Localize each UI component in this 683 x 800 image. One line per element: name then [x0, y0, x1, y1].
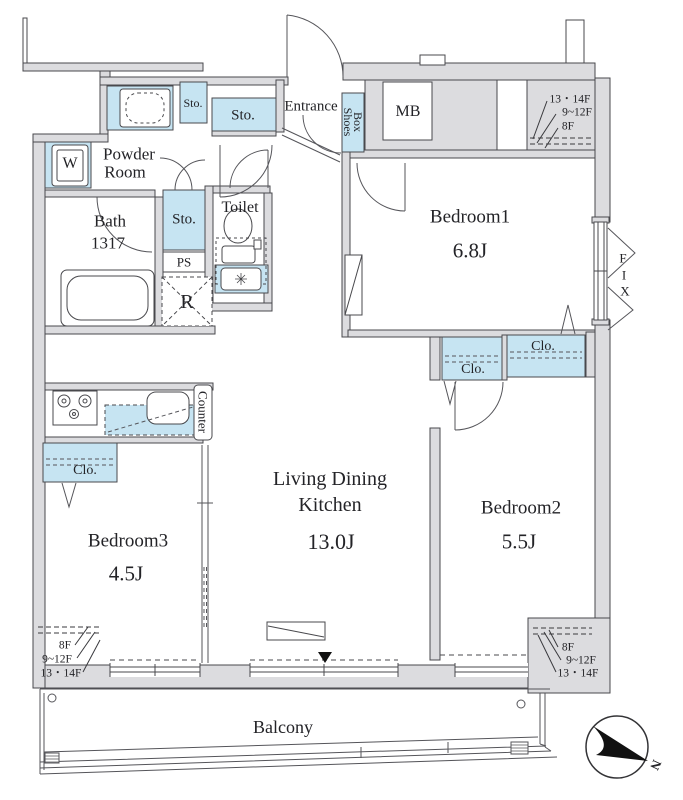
label-storage-small: Sto. [183, 96, 203, 110]
label-meter-box: MB [395, 103, 421, 120]
compass [586, 716, 648, 778]
label-washer: W [62, 155, 78, 172]
label-storage-wide: Sto. [231, 107, 255, 124]
label-closet-bedroom1: Clo. [531, 339, 555, 354]
bedroom2-door [455, 382, 503, 430]
label-closet-bedroom3: Clo. [73, 463, 97, 478]
label-bedroom2-size: 5.5J [501, 529, 537, 554]
label-compass-north: N [647, 757, 665, 773]
label-entrance: Entrance [284, 98, 338, 115]
annotation-bottom-right: 9~12F [566, 654, 596, 667]
label-pipe-space: PS [176, 254, 192, 270]
entry-triangle-marker [318, 652, 332, 663]
label-bath: Bath [93, 211, 127, 231]
label-balcony: Balcony [253, 717, 313, 737]
label-bedroom3-size: 4.5J [108, 561, 144, 586]
label-bedroom2: Bedroom2 [480, 497, 562, 519]
label-ldk: Kitchen [298, 494, 362, 516]
annotation-bottom-left: 13・14F [40, 667, 82, 680]
vanity-sink [120, 89, 170, 127]
annotation-bottom-right: 13・14F [557, 667, 599, 680]
label-fridge-space: R [180, 291, 194, 313]
toilet-tank [222, 246, 255, 263]
annotation-top-right: 9~12F [562, 106, 592, 119]
fix-window [594, 222, 635, 330]
label-closet-bedroom2: Clo. [461, 362, 485, 377]
label-toilet: Toilet [221, 199, 259, 216]
closet-door-bedroom3 [62, 483, 76, 507]
label-bath-size: 1317 [91, 233, 125, 253]
label-powder-room: Room [104, 162, 146, 182]
stove [53, 391, 97, 425]
annotation-top-right: 8F [561, 120, 575, 133]
label-ldk-size: 13.0J [307, 529, 355, 554]
label-bedroom1: Bedroom1 [429, 206, 511, 228]
annotation-top-right: 13・14F [549, 93, 591, 106]
label-storage-hall: Sto. [172, 211, 196, 228]
sliding-partition [197, 445, 213, 663]
annotation-bottom-left: 9~12F [42, 653, 72, 666]
label-bedroom3: Bedroom3 [87, 530, 169, 552]
label-shoes-box: Shoes [341, 107, 355, 137]
bedroom1-door [357, 163, 405, 211]
annotation-bottom-left: 8F [58, 639, 72, 652]
balcony-drain [45, 753, 59, 763]
label-shoes-box: Box [351, 111, 365, 133]
entrance-door [287, 15, 343, 77]
label-counter: Counter [195, 391, 211, 433]
annotation-bottom-right: 8F [561, 641, 575, 654]
balcony-post [517, 700, 525, 708]
label-fix-window: X [620, 283, 630, 299]
label-bedroom1-size: 6.8J [452, 238, 488, 263]
toilet-door [230, 150, 268, 188]
powder-doors [160, 158, 205, 190]
closet-door-bedroom2 [444, 381, 456, 404]
label-fix-window: F [619, 250, 627, 266]
genkan-step [282, 128, 340, 162]
kitchen-sink [147, 392, 189, 424]
bathtub [61, 270, 154, 326]
balcony-post [48, 694, 56, 702]
label-ldk: Living Dining [273, 468, 387, 490]
label-fix-window: I [621, 267, 627, 283]
label-powder-room: Powder [103, 144, 155, 164]
